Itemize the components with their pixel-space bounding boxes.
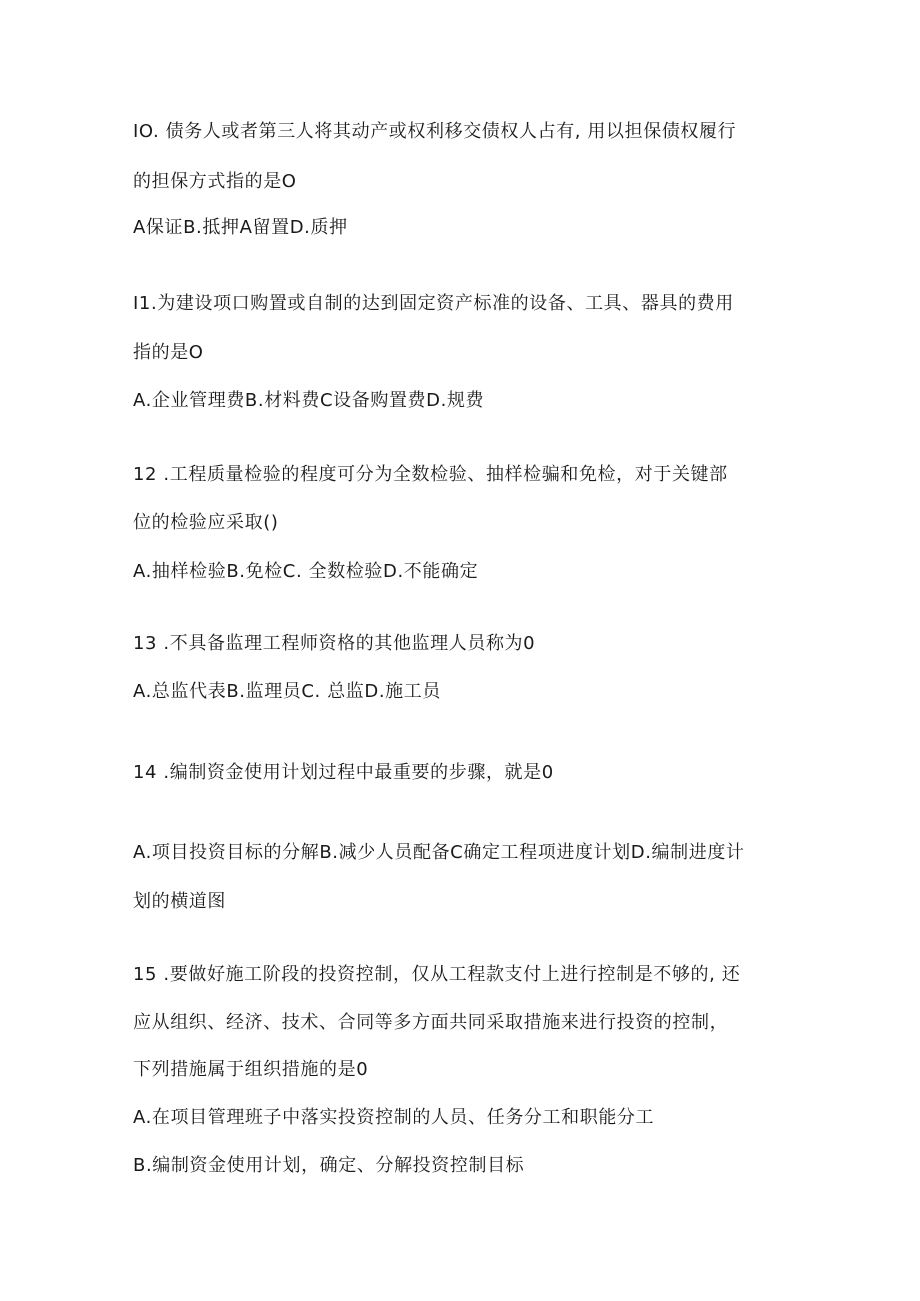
question-11-stem-line-1: I1.为建设项口购置或自制的达到固定资产标准的设备、工具、器具的费用 <box>133 293 734 314</box>
question-15-stem-line-3: 下列措施属于组织措施的是0 <box>133 1059 369 1080</box>
question-15-stem-line-1: 15 .要做好施工阶段的投资控制，仅从工程款支付上进行控制是不够的, 还 <box>133 964 741 985</box>
question-13-options: A.总监代表B.监理员C. 总监D.施工员 <box>133 681 441 702</box>
question-12-stem-line-1: 12 .工程质量检验的程度可分为全数检验、抽样检骗和免检，对于关键部 <box>133 464 728 485</box>
question-10-stem-line-1: IO. 债务人或者第三人将其动产或权利移交债权人占有, 用以担保债权履行 <box>133 121 737 142</box>
question-13-stem: 13 .不具备监理工程师资格的其他监理人员称为0 <box>133 633 536 654</box>
question-14-options-line-2: 划的横道图 <box>133 891 226 912</box>
question-14-stem: 14 .编制资金使用计划过程中最重要的步骤，就是0 <box>133 762 554 783</box>
question-14-options-line-1: A.项目投资目标的分解B.减少人员配备C确定工程项进度计划D.编制进度计 <box>133 842 745 863</box>
question-10-options: A保证B.抵押A留置D.质押 <box>133 217 348 238</box>
question-15-option-b: B.编制资金使用计划，确定、分解投资控制目标 <box>133 1155 525 1176</box>
question-11-stem-line-2: 指的是O <box>133 342 204 363</box>
question-10-stem-line-2: 的担保方式指的是O <box>133 171 297 192</box>
question-12-stem-line-2: 位的检验应采取() <box>133 512 279 533</box>
question-12-options: A.抽样检验B.免检C. 全数检验D.不能确定 <box>133 561 479 582</box>
question-15-stem-line-2: 应从组织、经济、技术、合同等多方面共同采取措施来进行投资的控制， <box>133 1012 729 1033</box>
question-11-options: A.企业管理费B.材料费C设备购置费D.规费 <box>133 390 485 411</box>
question-15-option-a: A.在项目管理班子中落实投资控制的人员、任务分工和职能分工 <box>133 1107 655 1128</box>
